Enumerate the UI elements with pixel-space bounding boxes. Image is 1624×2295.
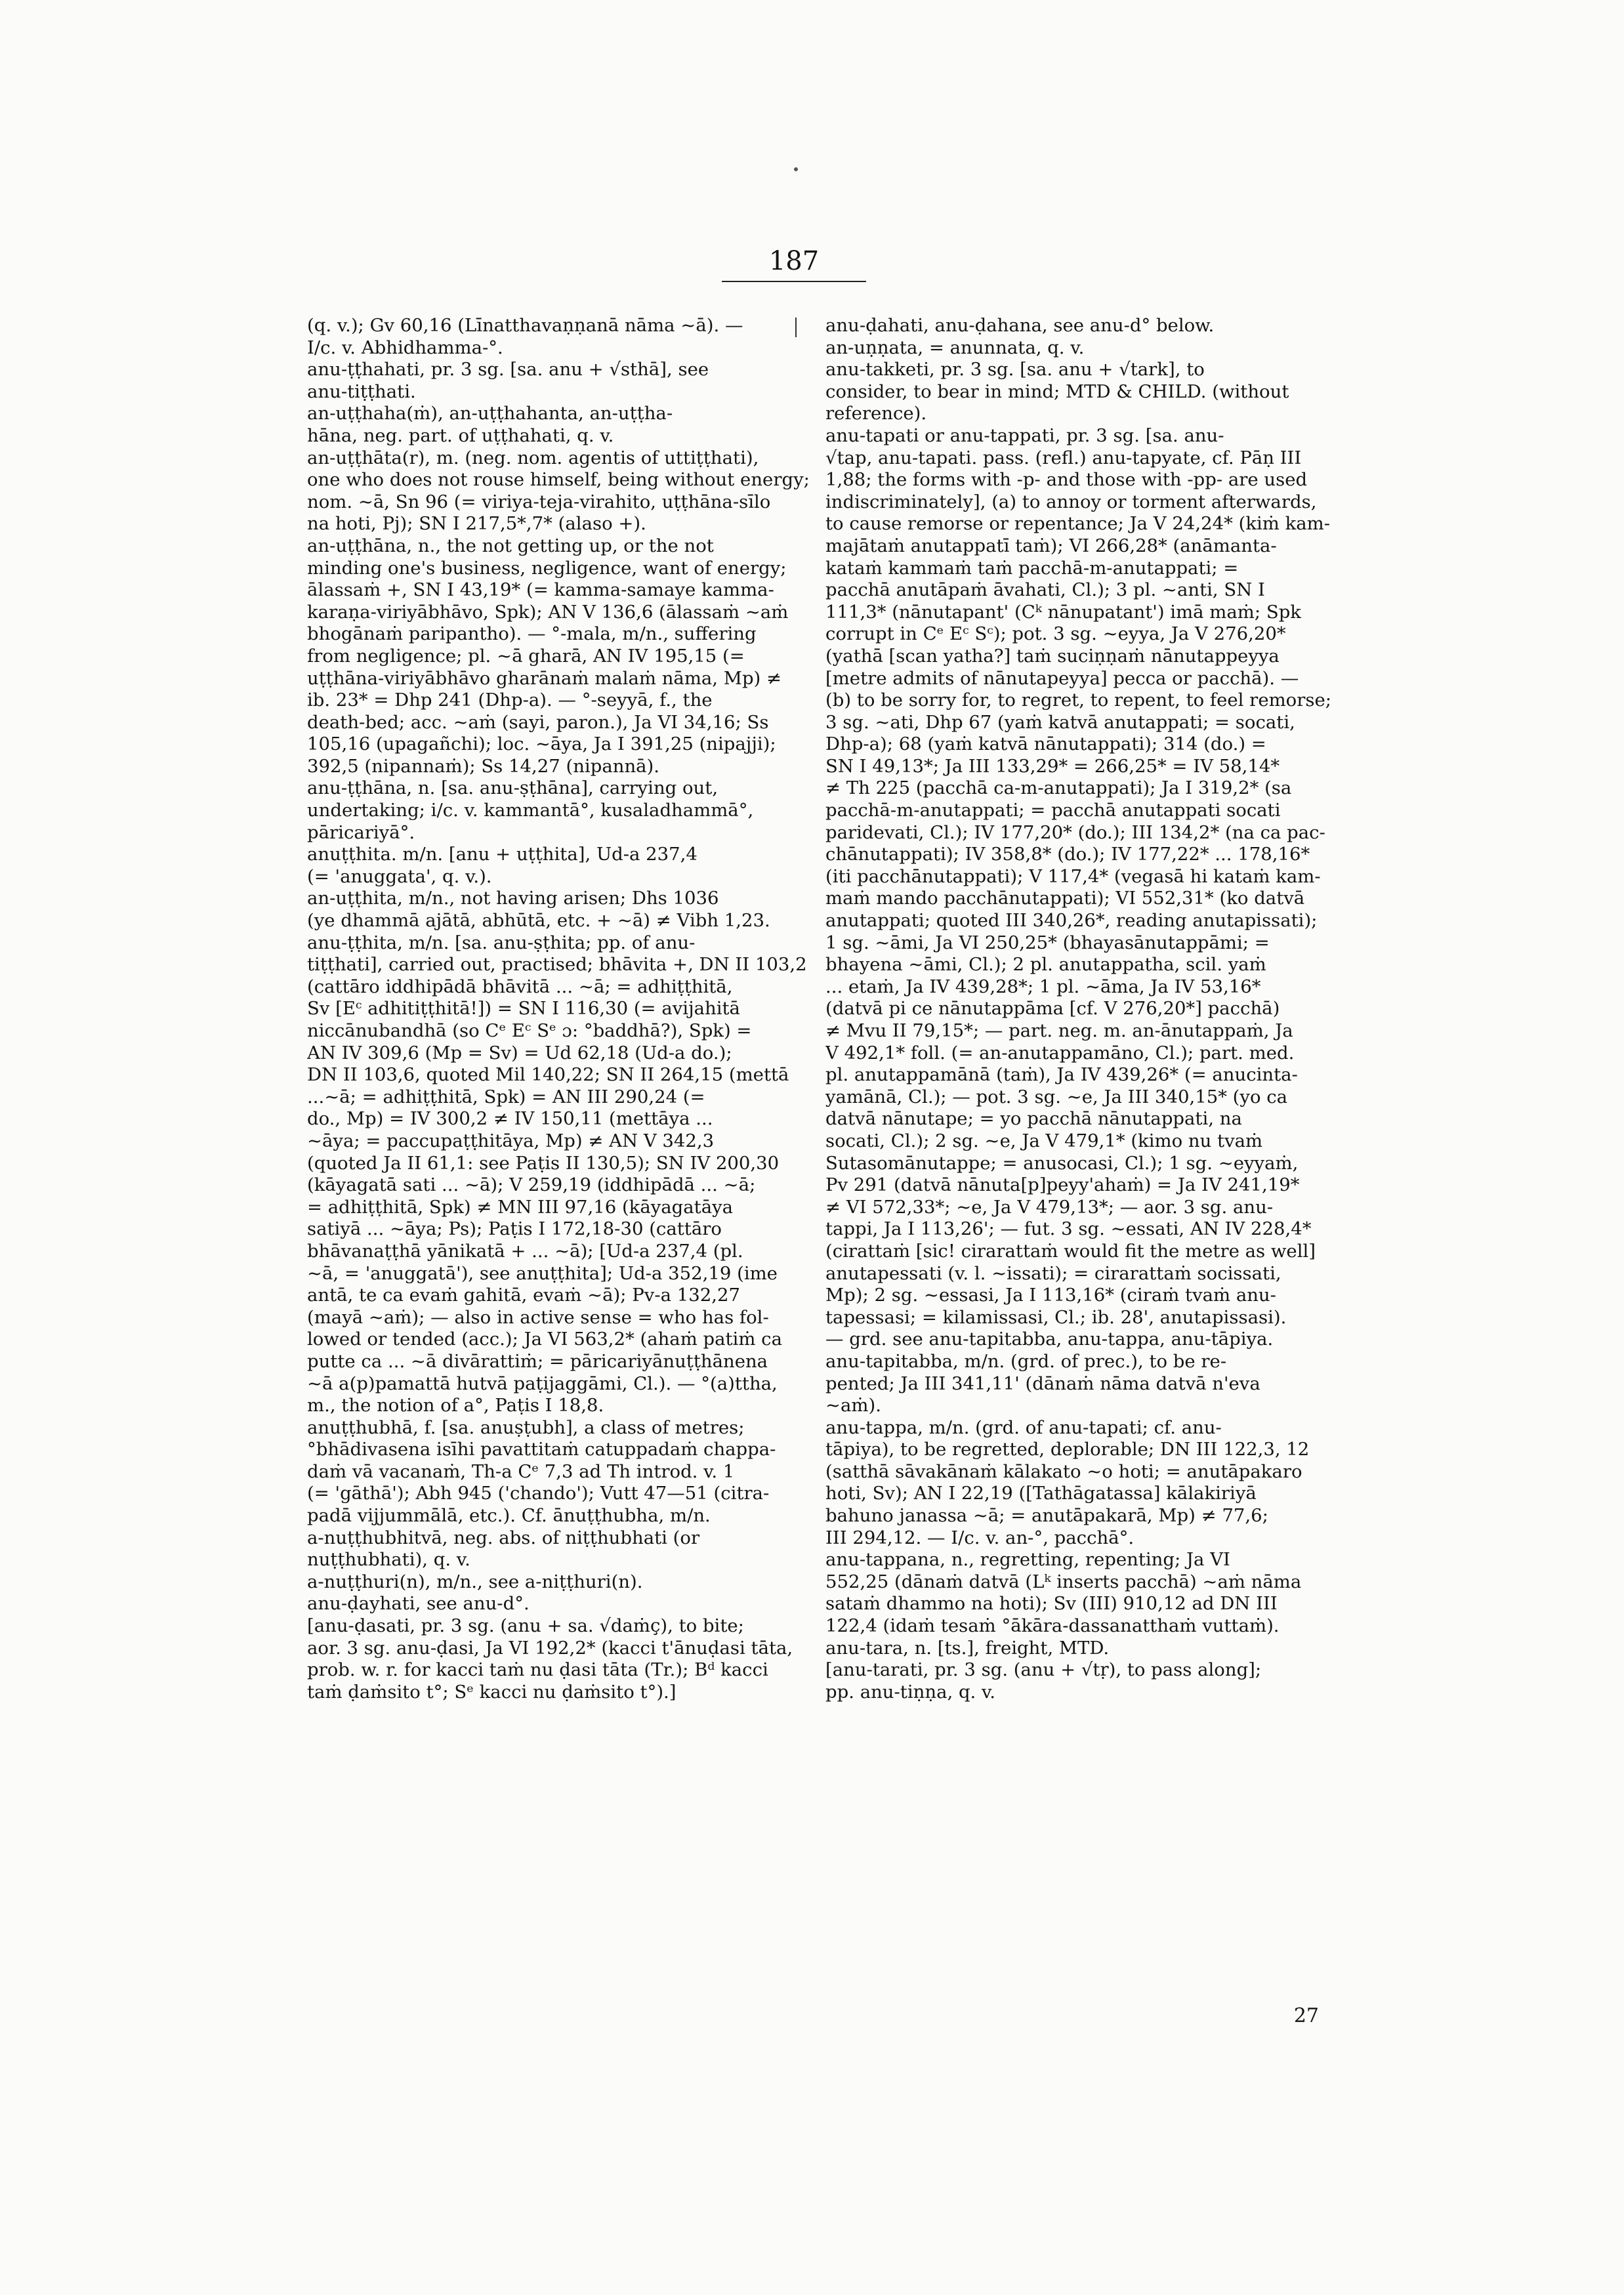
text-line: anu-ḍahati, anu-ḍahana, see anu-d° below. — [825, 315, 1215, 336]
text-line: antā, te ca evaṁ gahitā, evaṁ ~ā); Pv-a 132,27 — [307, 1285, 740, 1306]
text-line: tapessasi; = kilamissasi, Cl.; ib. 28', anutapissasi). — [825, 1306, 1287, 1328]
text-line: pp. anu-tiṇṇa, q. v. — [825, 1681, 996, 1703]
text-line: chānutappati); IV 358,8* (do.); IV 177,22* ... 178,16* — [825, 844, 1310, 865]
text-line: pented; Ja III 341,11' (dānaṁ nāma datvā n'eva — [825, 1373, 1260, 1394]
text-line: V 492,1* foll. (= an-anutappamāno, Cl.); part. med. — [825, 1042, 1295, 1064]
right-column — [825, 315, 1446, 1703]
text-line: (satthā sāvakānaṁ kālakato ~o hoti; = anutāpakaro — [825, 1460, 1302, 1482]
text-line: nuṭṭhubhati), q. v. — [307, 1549, 470, 1571]
text-line: tiṭṭhati], carried out, practised; bhāvita +, DN II 103,2 — [307, 954, 807, 976]
text-line: √tap, anu-tapati. pass. (refl.) anu-tapyate, cf. Pāṇ III — [825, 447, 1302, 468]
text-line: [anu-tarati, pr. 3 sg. (anu + √tṛ), to pass along]; — [825, 1659, 1262, 1681]
text-line: (= 'anuggata', q. v.). — [307, 865, 492, 887]
text-line: karaṇa-viriyābhāvo, Spk); AN V 136,6 (ālassaṁ ~aṁ — [307, 601, 789, 623]
text-line: anu-tappana, n., regretting, repenting; Ja VI — [825, 1549, 1230, 1571]
text-line: 105,16 (upagañchi); loc. ~āya, Ja I 391,25 (nipajji); — [307, 734, 776, 755]
text-line: taṁ ḍaṁsito t°; Sᵉ kacci nu ḍaṁsito t°).] — [307, 1681, 677, 1703]
text-line: AN IV 309,6 (Mp = Sv) = Ud 62,18 (Ud-a do.); — [307, 1042, 732, 1064]
header-rule — [722, 281, 866, 282]
text-line: aor. 3 sg. anu-ḍasi, Ja VI 192,2* (kacci t'ānuḍasi tāta, — [307, 1637, 793, 1659]
ink-speck — [794, 167, 798, 171]
text-line: an-uṇṇata, = anunnata, q. v. — [825, 337, 1085, 358]
text-line: one who does not rouse himself, being without energy; — [307, 469, 810, 491]
text-line: ~aṁ). — [825, 1395, 881, 1416]
text-line: 3 sg. ~ati, Dhp 67 (yaṁ katvā anutappati; = socati, — [825, 711, 1295, 733]
text-line: Mp); 2 sg. ~essasi, Ja I 113,16* (ciraṁ tvaṁ anu- — [825, 1285, 1276, 1306]
text-line: Pv 291 (datvā nānuta[p]peyy'ahaṁ) = Ja IV 241,19* — [825, 1174, 1300, 1196]
text-line: datvā nānutape; = yo pacchā nānutappati, na — [825, 1108, 1242, 1130]
text-line: sataṁ dhammo na hoti); Sv (III) 910,12 ad DN III — [825, 1593, 1278, 1615]
text-line: na hoti, Pj); SN I 217,5*,7* (alaso +). — [307, 513, 646, 535]
text-line: DN II 103,6, quoted Mil 140,22; SN II 264,15 (mettā — [307, 1064, 789, 1086]
text-line: prob. w. r. for kacci taṁ nu ḍasi tāta (Tr.); Bᵈ kacci — [307, 1659, 768, 1681]
text-line: anu-tappa, m/n. (grd. of anu-tapati; cf. anu- — [825, 1416, 1222, 1438]
text-line: 1 sg. ~āmi, Ja VI 250,25* (bhayasānutappāmi; = — [825, 932, 1270, 953]
text-line: anu-tapati or anu-tappati, pr. 3 sg. [sa. anu- — [825, 424, 1224, 446]
text-line: an-uṭṭhita, m/n., not having arisen; Dhs 1036 — [307, 888, 719, 909]
text-line: tāpiya), to be regretted, deplorable; DN III 122,3, 12 — [825, 1439, 1310, 1460]
text-line: bhāvanaṭṭhā yānikatā + ... ~ā); [Ud-a 237,4 (pl. — [307, 1240, 743, 1262]
text-line: (cirattaṁ [sic! cirarattaṁ would fit the metre as well] — [825, 1240, 1316, 1262]
text-line: an-uṭṭhāta(r), m. (neg. nom. agentis of uttiṭṭhati), — [307, 447, 759, 468]
text-line: (ye dhammā ajātā, abhūtā, etc. + ~ā) ≠ Vibh 1,23. — [307, 910, 770, 932]
text-line: anutappati; quoted III 340,26*, reading anutapissati); — [825, 910, 1318, 932]
text-line: ... etaṁ, Ja IV 439,28*; 1 pl. ~āma, Ja IV 53,16* — [825, 976, 1261, 997]
text-line: pacchā-m-anutappati; = pacchā anutappati socati — [825, 800, 1281, 821]
text-line: pacchā anutāpaṁ āvahati, Cl.); 3 pl. ~anti, SN I — [825, 579, 1265, 601]
text-line: an-uṭṭhaha(ṁ), an-uṭṭhahanta, an-uṭṭha- — [307, 403, 673, 424]
text-line: Sutasomānutappe; = anusocasi, Cl.); 1 sg. ~eyyaṁ, — [825, 1152, 1299, 1174]
text-line: tappi, Ja I 113,26'; — fut. 3 sg. ~essati, AN IV 228,4* — [825, 1218, 1312, 1240]
text-line: (mayā ~aṁ); — also in active sense = who has fol- — [307, 1306, 769, 1328]
text-line: putte ca ... ~ā divārattiṁ; = pāricariyānuṭṭhānena — [307, 1350, 768, 1372]
text-line: anu-ṭṭhahati, pr. 3 sg. [sa. anu + √sthā], see — [307, 359, 709, 381]
text-line: 552,25 (dānaṁ datvā (Lᵏ inserts pacchā) ~aṁ nāma — [825, 1571, 1302, 1592]
text-line: anu-tapitabba, m/n. (grd. of prec.), to be re- — [825, 1350, 1227, 1372]
text-line: bhogānaṁ paripantho). — °-mala, m/n., suffering — [307, 623, 757, 645]
text-line: a-nuṭṭhubhitvā, neg. abs. of niṭṭhubhati (or — [307, 1527, 700, 1548]
text-line: yamānā, Cl.); — pot. 3 sg. ~e, Ja III 340,15* (yo ca — [825, 1086, 1288, 1107]
text-line: anu-ṭṭhāna, n. [sa. anu-ṣṭhāna], carrying out, — [307, 777, 718, 799]
text-line: ≠ Th 225 (pacchā ca-m-anutappati); Ja I 319,2* (sa — [825, 777, 1292, 799]
text-line: paridevati, Cl.); IV 177,20* (do.); III 134,2* (na ca pac- — [825, 821, 1325, 843]
text-line: pāricariyā°. — [307, 821, 415, 843]
text-line: ≠ VI 572,33*; ~e, Ja V 479,13*; — aor. 3 sg. anu- — [825, 1196, 1274, 1218]
text-line: (kāyagatā sati ... ~ā); V 259,19 (iddhipādā ... ~ā; — [307, 1174, 756, 1196]
text-line: anutapessati (v. l. ~issati); = cirarattaṁ socissati, — [825, 1262, 1281, 1284]
text-line: (datvā pi ce nānutappāma [cf. V 276,20*] pacchā) — [825, 998, 1280, 1020]
text-line: death-bed; acc. ~aṁ (sayi, paron.), Ja VI 34,16; Ss — [307, 711, 769, 733]
text-line: uṭṭhāna-viriyābhāvo gharānaṁ malaṁ nāma, Mp) ≠ — [307, 667, 782, 689]
text-line: minding one's business, negligence, want of energy; — [307, 557, 787, 579]
text-line: (iti pacchānutappati); V 117,4* (vegasā hi kataṁ kam- — [825, 865, 1321, 887]
text-line: hāna, neg. part. of uṭṭhahati, q. v. — [307, 424, 614, 446]
text-line: (b) to be sorry for, to regret, to repent, to feel remorse; — [825, 690, 1332, 711]
text-line: anu-tara, n. [ts.], freight, MTD. — [825, 1637, 1110, 1659]
text-line: bahuno janassa ~ā; = anutāpakarā, Mp) ≠ 77,6; — [825, 1505, 1268, 1527]
text-line: from negligence; pl. ~ā gharā, AN IV 195,15 (= — [307, 645, 745, 667]
text-line: m., the notion of a°, Paṭis I 18,8. — [307, 1395, 604, 1416]
text-line: reference). — [825, 403, 927, 424]
text-line: 1,88; the forms with -p- and those with -pp- are used — [825, 469, 1308, 491]
text-line: anu-ḍayhati, see anu-d°. — [307, 1593, 530, 1615]
text-line: ~ā a(p)pamattā hutvā paṭijaggāmi, Cl.). — °(a)ttha, — [307, 1373, 778, 1394]
text-line: SN I 49,13*; Ja III 133,29* = 266,25* = IV 58,14* — [825, 755, 1280, 777]
text-line: (= 'gāthā'); Abh 945 ('chando'); Vutt 47—51 (citra- — [307, 1483, 770, 1504]
text-line: socati, Cl.); 2 sg. ~e, Ja V 479,1* (kimo nu tvaṁ — [825, 1130, 1263, 1151]
text-line: pl. anutappamānā (taṁ), Ja IV 439,26* (= anucinta- — [825, 1064, 1298, 1086]
text-line: padā vijjummālā, etc.). Cf. ānuṭṭhubha, m/n. — [307, 1505, 711, 1527]
text-line: (yathā [scan yatha?] taṁ suciṇṇaṁ nānutappeyya — [825, 645, 1280, 667]
text-line: corrupt in Cᵉ Eᶜ Sᶜ); pot. 3 sg. ~eyya, Ja V 276,20* — [825, 623, 1286, 645]
text-line: III 294,12. — I/c. v. an-°, pacchā°. — [825, 1527, 1135, 1548]
text-line: ≠ Mvu II 79,15*; — part. neg. m. an-ānutappaṁ, Ja — [825, 1020, 1293, 1041]
text-line: indiscriminately], (a) to annoy or torment afterwards, — [825, 491, 1317, 512]
text-line: ~āya; = paccupaṭṭhitāya, Mp) ≠ AN V 342,3 — [307, 1130, 715, 1151]
text-line: 122,4 (idaṁ tesaṁ °ākāra-dassanatthaṁ vuttaṁ). — [825, 1615, 1280, 1637]
text-line: consider, to bear in mind; MTD & CHILD. (without — [825, 381, 1289, 402]
text-line: — grd. see anu-tapitabba, anu-tappa, anu-tāpiya. — [825, 1329, 1274, 1350]
text-line: majātaṁ anutappatī taṁ); VI 266,28* (anāmanta- — [825, 535, 1277, 556]
signature-mark: 27 — [1293, 2004, 1319, 2027]
text-line: [anu-ḍasati, pr. 3 sg. (anu + sa. √daṁç), to bite; — [307, 1615, 744, 1637]
text-line: kataṁ kammaṁ taṁ pacchā-m-anutappati; = — [825, 557, 1239, 579]
text-line: (quoted Ja II 61,1: see Paṭis II 130,5); SN IV 200,30 — [307, 1152, 780, 1174]
text-line: ib. 23* = Dhp 241 (Dhp-a). — °-seyyā, f., the — [307, 690, 713, 711]
text-line: anu-takketi, pr. 3 sg. [sa. anu + √tark], to — [825, 359, 1205, 381]
text-line: °bhādivasena isīhi pavattitaṁ catuppadaṁ chappa- — [307, 1439, 776, 1460]
text-line: an-uṭṭhāna, n., the not getting up, or the not — [307, 535, 714, 556]
text-line: hoti, Sv); AN I 22,19 ([Tathāgatassa] kālakiriyā — [825, 1483, 1257, 1504]
text-line: Dhp-a); 68 (yaṁ katvā nānutappati); 314 (do.) = — [825, 734, 1266, 755]
text-line: anuṭṭhubhā, f. [sa. anuṣṭubh], a class of metres; — [307, 1416, 745, 1438]
text-line: niccānubandhā (so Cᵉ Eᶜ Sᵉ ɔ: °baddhā?), Spk) = — [307, 1020, 752, 1041]
text-line: 111,3* (nānutapant' (Cᵏ nānupatant') imā maṁ; Spk — [825, 601, 1301, 623]
text-line: (q. v.); Gv 60,16 (Līnatthavaṇṇanā nāma ~ā). — — [307, 315, 743, 336]
text-line: [metre admits of nānutapeyya] pecca or pacchā). — — [825, 667, 1299, 689]
text-line: do., Mp) = IV 300,2 ≠ IV 150,11 (mettāya ... — [307, 1108, 713, 1130]
text-line: I/c. v. Abhidhamma-°. — [307, 337, 503, 358]
text-line: maṁ mando pacchānutappati); VI 552,31* (ko datvā — [825, 888, 1305, 909]
text-line: nom. ~ā, Sn 96 (= viriya-teja-virahito, uṭṭhāna-sīlo — [307, 491, 771, 512]
text-line: anuṭṭhita. m/n. [anu + uṭṭhita], Ud-a 237,4 — [307, 844, 697, 865]
page-number: 187 — [768, 246, 820, 276]
text-line: to cause remorse or repentance; Ja V 24,24* (kiṁ kam- — [825, 513, 1331, 535]
text-line: anu-ṭṭhita, m/n. [sa. anu-ṣṭhita; pp. of anu- — [307, 932, 696, 953]
text-line: undertaking; i/c. v. kammantā°, kusaladhammā°, — [307, 800, 754, 821]
text-line: anu-tiṭṭhati. — [307, 381, 416, 402]
text-line: bhayena ~āmi, Cl.); 2 pl. anutappatha, scil. yaṁ — [825, 954, 1266, 976]
text-line: daṁ vā vacanaṁ, Th-a Cᵉ 7,3 ad Th introd. v. 1 — [307, 1460, 735, 1482]
text-line: ālassaṁ +, SN I 43,19* (= kamma-samaye kamma- — [307, 579, 774, 601]
text-line: (cattāro iddhipādā bhāvitā ... ~ā; = adhiṭṭhitā, — [307, 976, 733, 997]
text-line: Sv [Eᶜ adhitiṭṭhitā!]) = SN I 116,30 (= avijahitā — [307, 998, 740, 1020]
text-line: ~ā, = 'anuggatā'), see anuṭṭhita]; Ud-a 352,19 (ime — [307, 1262, 778, 1284]
text-line: a-nuṭṭhuri(n), m/n., see a-niṭṭhuri(n). — [307, 1571, 643, 1592]
text-line: 392,5 (nipannaṁ); Ss 14,27 (nipannā). — [307, 755, 660, 777]
text-line: lowed or tended (acc.); Ja VI 563,2* (ahaṁ patiṁ ca — [307, 1329, 782, 1350]
text-line: ...~ā; = adhiṭṭhitā, Spk) = AN III 290,24 (= — [307, 1086, 705, 1107]
text-line: satiyā ... ~āya; Ps); Paṭis I 172,18-30 (cattāro — [307, 1218, 722, 1240]
text-line: = adhiṭṭhitā, Spk) ≠ MN III 97,16 (kāyagatāya — [307, 1196, 734, 1218]
